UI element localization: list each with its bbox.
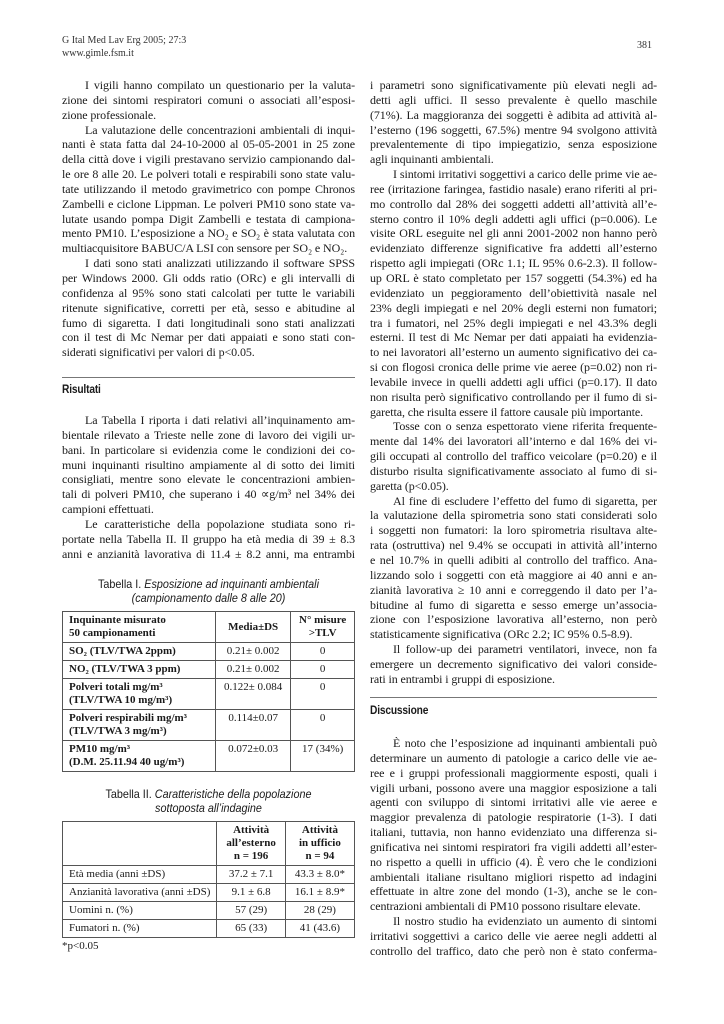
column-header: Media±DS — [216, 612, 291, 643]
text-line: levabile invece in quelli addetti agli uffici (p=0.17). Il dato — [370, 374, 657, 389]
journal-citation: G Ital Med Lav Erg 2005; 27:3 — [62, 35, 187, 46]
text-line: ambientali italiane risultano migliori rispetto ad indagini — [370, 869, 657, 884]
text-line: zione dei sintomi respiratori comuni o associati all’esposi- — [62, 92, 355, 107]
text-line: consigliati, mentre sono elevate le concentrazioni ambien- — [62, 472, 355, 487]
text-line: È noto che l’esposizione ad inquinanti ambientali può — [393, 736, 657, 750]
count-cell: 0 — [291, 710, 355, 741]
row-label: Anzianità lavorativa (anni ±DS) — [63, 884, 217, 902]
table1 — [62, 611, 355, 772]
mean-cell: 0.072±0.03 — [216, 741, 291, 772]
text-line: zianità lavorativa ≥ 10 anni e correggendo il dato per l’a- — [370, 582, 657, 597]
text-line: i soggetti non fumatori: la loro spirometria risultava alte- — [370, 523, 657, 538]
pollutant-cell: Polveri respirabili mg/m³ (TLV/TWA 3 mg/m³) — [63, 710, 216, 741]
office-cell: 16.1 ± 8.9* — [285, 884, 354, 902]
text-line: I dati sono stati analizzati utilizzando il software SPSS — [85, 256, 355, 271]
text-line: vigili urbani, possono avere una maggior esposizione a tali — [370, 780, 657, 795]
text-line: 23% degli impiegati e nel 20% degli esterni non fumatori; — [370, 300, 657, 315]
text-line: tali di polveri PM10, che superano i 40 ∝g/m³ nel 34% dei — [62, 487, 355, 502]
text-line: I vigili hanno compilato un questionario per la valuta- — [85, 78, 355, 92]
page-number: 381 — [637, 40, 652, 51]
text-line: mento PM10. L’esposizione a NO₂ e SO₂ è stata valutata con — [62, 226, 355, 241]
pollutant-cell: SO₂ (TLV/TWA 2ppm) — [63, 643, 216, 661]
table1-caption — [77, 577, 341, 605]
table-header-row — [63, 612, 355, 643]
text-line: esterni. Il test di Mc Nemar per dati appaiati ha evidenzia- — [370, 330, 657, 345]
column-header: N° misure >TLV — [291, 612, 355, 643]
text-line: zione con l’esposizione lavorativa all’esterno, non però — [370, 612, 657, 627]
text-line: italiani, tuttavia, non hanno evidenziato una differenza si- — [370, 825, 657, 840]
count-cell: 0 — [291, 679, 355, 710]
pollutant-cell: Polveri totali mg/m³ (TLV/TWA 10 mg/m³) — [63, 679, 216, 710]
text-line: rata (ostruttiva) nel 9.4% se occupati in attività all’interno — [370, 538, 657, 553]
table-row — [63, 902, 355, 920]
row-label: Età media (anni ±DS) — [63, 866, 217, 884]
text-line: centrazioni ambientali di PM10 possono risultare elevate. — [370, 899, 641, 914]
count-cell: 17 (34%) — [291, 741, 355, 772]
running-header — [62, 34, 186, 60]
text-line: le ore 8 alle 20. Le polveri totali e respirabili sono state valu- — [62, 167, 355, 182]
text-line: evidenziato differenze significative fra addetti all’esterno — [370, 241, 657, 256]
text-line: La Tabella I riporta i dati relativi all’inquinamento am- — [85, 413, 355, 427]
table-row — [63, 661, 355, 679]
text-line: fumo di sigaretta. I dati longitudinali sono stati analizzati — [62, 315, 355, 330]
text-line: e nel 10.7% in quelli adibiti al controllo del traffico. Ana- — [370, 553, 657, 567]
row-label: Fumatori n. (%) — [63, 920, 217, 938]
text-line: lizzando solo i soggetti con età maggiore ai 40 anni e an- — [370, 567, 657, 582]
text-line: effettuate in altre zone del mondo (1-3), anche se le con- — [370, 884, 657, 899]
paragraph — [62, 413, 355, 517]
text-line: sterno contro il 10% degli addetti agli uffici (p=0.006). Le — [370, 211, 657, 226]
caption-title: Caratteristiche della popolazione — [154, 787, 312, 801]
mean-cell: 0.114±0.07 — [216, 710, 291, 741]
results-continued-text — [370, 78, 657, 687]
office-cell: 43.3 ± 8.0* — [285, 866, 354, 884]
table-row — [63, 741, 355, 772]
section-divider — [370, 697, 657, 698]
paragraph — [62, 123, 355, 257]
text-line: Al fine di escludere l’effetto del fumo di sigaretta, per — [393, 493, 657, 508]
discussion-text — [370, 736, 657, 959]
paragraph — [62, 517, 355, 562]
paragraph — [370, 78, 657, 167]
outdoor-cell: 9.1 ± 6.8 — [217, 884, 286, 902]
text-line: siderati significativi per valori di p<0.05. — [62, 345, 255, 360]
text-line: bitudine al fumo di sigaretta e sesso emerge un’associa- — [370, 597, 657, 612]
section-heading-discussione: Discussione — [370, 703, 429, 717]
outdoor-cell: 37.2 ± 7.1 — [217, 866, 286, 884]
text-line: prevalentemente di tipo impiegatizio, senza esposizione — [370, 137, 657, 152]
text-line: maggior prevalenza di patologie respiratorie (1-3). I dati — [370, 810, 657, 825]
paragraph — [370, 494, 657, 642]
office-cell: 28 (29) — [285, 902, 354, 920]
text-line: non risulta però significativo controllando per il fumo di si- — [370, 389, 657, 404]
column-header-empty — [63, 822, 217, 866]
journal-url: www.gimle.fsm.it — [62, 48, 134, 59]
paragraph — [62, 78, 355, 123]
column-header: Attività in ufficio n = 94 — [285, 822, 354, 866]
text-line: Le caratteristiche della popolazione studiata sono ri- — [85, 516, 355, 531]
text-line: no rispetto a quelli in ufficio (4). È vero che le condizioni — [370, 854, 657, 869]
table-footnote: *p<0.05 — [62, 940, 99, 952]
caption-label: Tabella II. — [105, 787, 152, 801]
mean-cell: 0.21± 0.002 — [216, 643, 291, 661]
text-line: multiacquisitore BABUC/A LSI con sensore per SO₂ e NO₂. — [62, 241, 348, 256]
table-row — [63, 679, 355, 710]
text-line: la valutazione della spirometria sono stati considerati solo — [370, 508, 657, 523]
text-line: campioni effettuati. — [62, 502, 154, 517]
table-row — [63, 643, 355, 661]
paragraph — [370, 736, 657, 914]
column-header: Inquinante misurato 50 campionamenti — [63, 612, 216, 643]
text-line: ree (irritazione faringea, fastidio nasale) erano riferiti al pri- — [370, 181, 657, 196]
text-line: bientale rilevato a Trieste nelle zone di lavoro dei vigili ur- — [62, 427, 355, 442]
outdoor-cell: 57 (29) — [217, 902, 286, 920]
text-line: irritativi soggettivi a carico delle vie aeree negli addetti al — [370, 928, 657, 943]
text-line: nanti è stata fatta dal 24-10-2000 al 05-05-2001 in 25 zone — [62, 137, 355, 152]
text-line: lutate usando pompa Digit Zambelli e testata di campiona- — [62, 211, 355, 226]
text-line: agli inquinanti ambientali. — [370, 152, 494, 167]
text-line: con il test di Mc Nemar per dati appaiati e sono stati con- — [62, 330, 355, 345]
text-line: (71%). La maggioranza dei soggetti è adibita ad attività al- — [370, 107, 657, 122]
outdoor-cell: 65 (33) — [217, 920, 286, 938]
mean-cell: 0.122± 0.084 — [216, 679, 291, 710]
text-line: si con flogosi cronica delle prime vie aeree (p=0.02) non ri- — [370, 360, 657, 375]
section-divider — [62, 377, 355, 378]
caption-title: (campionamento dalle 8 alle 20) — [131, 591, 286, 605]
caption-label: Tabella I. — [98, 577, 142, 591]
text-line: garetta, che risulta essere il fattore causale più importante. — [370, 404, 644, 419]
section-heading-risultati: Risultati — [62, 382, 101, 396]
text-line: to nei lavoratori all’esterno un aumento significativo dei ca- — [370, 345, 657, 360]
paragraph — [370, 642, 657, 687]
pollutant-cell: NO₂ (TLV/TWA 3 ppm) — [63, 661, 216, 679]
text-line: muni inquinanti risultino ampiamente al di sotto dei limiti — [62, 457, 355, 472]
text-line: mo controllo dal 28% dei soggetti addetti all’attività all’e- — [370, 196, 657, 211]
text-line: evidenziato un peggioramento dell’obiettività nasale nel — [370, 285, 657, 300]
text-line: detti agli uffici. Il sesso prevalente è quello maschile — [370, 92, 657, 107]
text-line: Zambelli e ciclone Lippman. Le polveri PM10 sono state va- — [62, 196, 355, 211]
text-line: tra i fumatori, nel 25% degli impiegati e nel 43.3% degli — [370, 315, 657, 330]
text-line: determinare un aumento di patologie a carico delle vie ae- — [370, 750, 657, 765]
paragraph — [370, 419, 657, 493]
text-line: gnificativa nei sintomi respiratori fra vigili addetti all’ester- — [370, 839, 657, 854]
text-line: rati in entrambi i gruppi di esposizione. — [370, 671, 555, 686]
results-text — [62, 413, 355, 561]
text-line: per Windows 2000. Gli odds ratio (ORc) e gli intervalli di — [62, 270, 355, 285]
table2-caption — [77, 787, 341, 815]
text-line: i parametri sono significativamente più elevati negli ad- — [370, 78, 657, 92]
count-cell: 0 — [291, 661, 355, 679]
mean-cell: 0.21± 0.002 — [216, 661, 291, 679]
paragraph — [62, 256, 355, 360]
text-line: Il nostro studio ha evidenziato un aumento di sintomi — [393, 914, 657, 929]
caption-title: Esposizione ad inquinanti ambientali — [144, 577, 319, 591]
text-line: anni e anzianità lavorativa di 11.4 ± 8.2 anni, ma entrambi — [62, 546, 355, 561]
text-line: visite ORL eseguite nel gli anni 2001-2002 non hanno però — [370, 226, 657, 241]
table-row — [63, 710, 355, 741]
table-row — [63, 866, 355, 884]
table-row — [63, 920, 355, 938]
paragraph — [370, 167, 657, 419]
text-line: portate nella Tabella II. Il gruppo ha età media di 39 ± 8.3 — [62, 531, 355, 546]
text-line: disturbo risulta significativamente associato al fumo di si- — [370, 463, 657, 478]
text-line: controllo del traffico, dato che però non è stato conferma- — [370, 943, 657, 958]
text-line: Tosse con o senza espettorato viene riferita frequente- — [393, 419, 657, 434]
text-line: della città dove i vigili prestavano servizio campionando dal- — [62, 152, 355, 167]
pollutant-cell: PM10 mg/m³ (D.M. 25.11.94 40 ug/m³) — [63, 741, 216, 772]
text-line: statisticamente significativa (ORc 2.2; IC 95% 0.5-8.9). — [370, 627, 633, 642]
column-header: Attività all’esterno n = 196 — [217, 822, 286, 866]
text-line: rispetto agli impiegati (ORc 1.1; IL 95% 0.6-2.3). Il follow- — [370, 256, 657, 271]
text-line: zione professionale. — [62, 107, 156, 122]
text-line: l’esterno (196 soggetti, 67.5%) mentre 94 svolgono attività — [370, 122, 657, 137]
table-row — [63, 884, 355, 902]
text-line: emergere un decremento significativo dei valori conside- — [370, 656, 657, 671]
text-line: ritenute significative, corretti per età, sesso e abitudine al — [62, 300, 355, 315]
text-line: tate utilizzando il metodo gravimetrico con pompe Chronos — [62, 181, 355, 196]
office-cell: 41 (43.6) — [285, 920, 354, 938]
text-line: up ORL è stato completato per 157 soggetti (54.3%) ed ha — [370, 270, 657, 285]
table2 — [62, 821, 355, 938]
paragraph — [370, 914, 657, 959]
text-line: Il follow-up dei parametri ventilatori, invece, non fa — [393, 642, 657, 657]
caption-title: sottoposta all’indagine — [155, 801, 262, 815]
text-line: bani. In particolare si evidenzia come le condizioni dei co- — [62, 442, 355, 457]
methods-text — [62, 78, 355, 360]
text-line: I sintomi irritativi soggettivi a carico delle prime vie ae- — [393, 167, 657, 182]
table-header-row — [63, 822, 355, 866]
row-label: Uomini n. (%) — [63, 902, 217, 920]
text-line: mente dal 14% dei lavoratori all’interno e dal 16% dei vi- — [370, 434, 657, 449]
text-line: ree e i gruppi professionali maggiormente esposti, quali i — [370, 765, 657, 780]
text-line: La valutazione delle concentrazioni ambientali di inqui- — [85, 122, 355, 137]
text-line: agenti con sviluppo di sintomi irritativi alle vie aeree e — [370, 795, 657, 810]
text-line: garetta (p<0.05). — [370, 478, 449, 493]
text-line: gili occupati al controllo del traffico veicolare (p=0.20) e il — [370, 449, 657, 464]
count-cell: 0 — [291, 643, 355, 661]
text-line: confidenza al 95% sono stati calcolati per tutte le variabili — [62, 285, 355, 300]
